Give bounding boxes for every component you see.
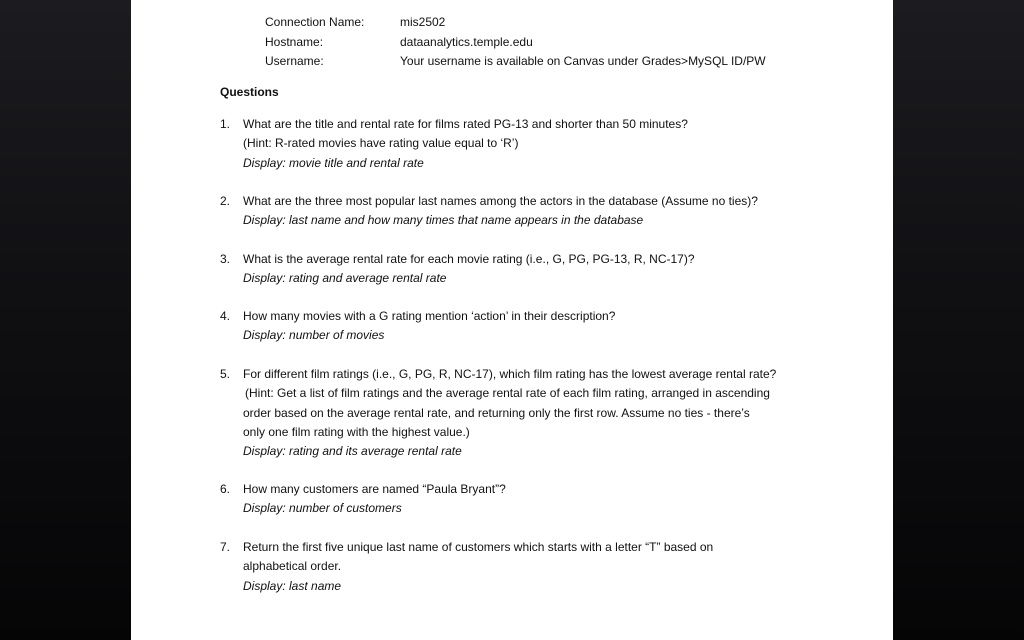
question-number: 1. bbox=[220, 117, 231, 131]
question-text: What are the title and rental rate for films rated PG-13 and shorter than 50 minutes? bbox=[243, 117, 688, 131]
question-hint: (Hint: R-rated movies have rating value equal to ‘R’) bbox=[243, 136, 519, 151]
question-number: 6. bbox=[220, 482, 231, 496]
question-display: Display: last name bbox=[243, 578, 342, 593]
question-text: What are the three most popular last names among the actors in the database (Assume no ties)? bbox=[243, 194, 758, 208]
question-text-line: Return the first five unique last name of customers which starts with a letter “T” based on bbox=[243, 540, 714, 554]
question-1 bbox=[220, 115, 820, 173]
question-7 bbox=[220, 538, 820, 596]
question-6 bbox=[220, 480, 820, 519]
question-2 bbox=[220, 192, 820, 231]
question-number: 3. bbox=[220, 252, 231, 266]
question-display: Display: number of movies bbox=[243, 328, 385, 343]
question-display: Display: rating and its average rental rate bbox=[243, 444, 462, 459]
question-number: 4. bbox=[220, 309, 231, 323]
question-text: How many customers are named “Paula Bryant”? bbox=[243, 482, 506, 496]
question-hint-line: only one film rating with the highest value.) bbox=[243, 424, 470, 439]
questions-heading: Questions bbox=[220, 85, 279, 99]
question-display: Display: number of customers bbox=[243, 501, 402, 516]
question-text: How many movies with a G rating mention ‘action’ in their description? bbox=[243, 309, 616, 323]
question-text-line: alphabetical order. bbox=[243, 559, 342, 574]
document-page bbox=[131, 0, 893, 640]
hostname-row bbox=[265, 34, 533, 50]
question-4 bbox=[220, 307, 820, 346]
question-display: Display: rating and average rental rate bbox=[243, 271, 447, 286]
question-hint-line: (Hint: Get a list of film ratings and the average rental rate of each film rating, arranged in ascending bbox=[245, 386, 770, 401]
question-text: What is the average rental rate for each movie rating (i.e., G, PG, PG-13, R, NC-17)? bbox=[243, 252, 695, 266]
question-number: 7. bbox=[220, 540, 231, 554]
question-3 bbox=[220, 250, 820, 289]
question-number: 5. bbox=[220, 367, 231, 381]
connection-name-label: Connection Name: bbox=[265, 15, 365, 29]
username-label: Username: bbox=[265, 54, 324, 68]
hostname-value: dataanalytics.temple.edu bbox=[400, 35, 533, 49]
connection-name-row bbox=[265, 14, 445, 30]
username-value: Your username is available on Canvas under Grades>MySQL ID/PW bbox=[400, 54, 766, 68]
question-5 bbox=[220, 365, 820, 461]
question-display: Display: movie title and rental rate bbox=[243, 155, 424, 170]
question-hint-line: order based on the average rental rate, and returning only the first row. Assume no ties - there’s bbox=[243, 405, 750, 420]
username-row bbox=[265, 53, 766, 69]
connection-name-value: mis2502 bbox=[400, 15, 446, 29]
question-text: For different film ratings (i.e., G, PG, R, NC-17), which film rating has the lowest average rental rate? bbox=[243, 367, 777, 381]
question-number: 2. bbox=[220, 194, 231, 208]
question-display: Display: last name and how many times that name appears in the database bbox=[243, 213, 644, 228]
hostname-label: Hostname: bbox=[265, 35, 324, 49]
